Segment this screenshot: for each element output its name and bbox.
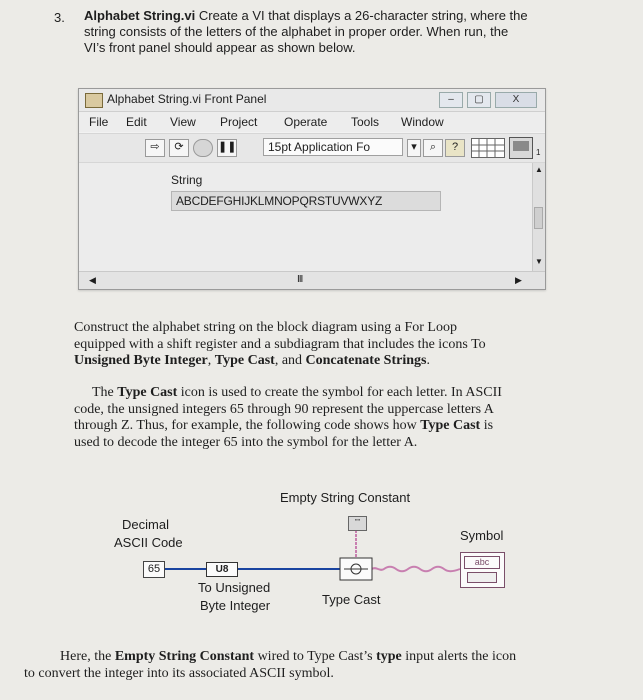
summary-a: Here, the — [60, 649, 115, 664]
scroll-right-icon[interactable]: ▶ — [515, 275, 522, 285]
connector-pane-icon — [471, 138, 505, 158]
minimize-button[interactable]: – — [439, 92, 463, 108]
menu-project[interactable]: Project — [220, 115, 258, 129]
menu-tools[interactable]: Tools — [351, 115, 380, 129]
string-indicator[interactable]: ABCDEFGHIJKLMNOPQRSTUVWXYZ — [171, 191, 441, 211]
term-type-cast: Type Cast — [117, 385, 178, 400]
term-type-cast: Type Cast — [214, 353, 275, 368]
term-type-cast: Type Cast — [420, 418, 481, 433]
front-panel-area — [79, 163, 533, 271]
ascii-code-label: ASCII Code — [114, 535, 183, 550]
to-unsigned-label: To Unsigned — [198, 580, 271, 595]
menu-file[interactable]: File — [89, 115, 109, 129]
type-cast-label: Type Cast — [322, 592, 381, 607]
menu-view[interactable]: View — [170, 115, 196, 129]
scroll-thumb[interactable] — [534, 207, 543, 229]
sep: , and — [274, 353, 306, 368]
run-count: 1 — [536, 148, 541, 157]
run-arrow-icon[interactable]: ⇨ — [145, 139, 165, 157]
summary-c: input alerts the icon — [401, 649, 517, 664]
sep: , — [207, 353, 215, 368]
font-dropdown-icon[interactable]: ▾ — [407, 139, 421, 157]
toolbar — [79, 133, 545, 163]
vi-name: Alphabet String.vi — [84, 8, 196, 23]
para1-line-1: Construct the alphabet string on the block diagram using a For Loop — [74, 320, 457, 335]
labview-app-icon — [85, 93, 103, 108]
problem-number: 3. — [54, 10, 65, 25]
run-continuously-icon[interactable]: ⟳ — [169, 139, 189, 157]
term-concatenate: Concatenate Strings — [305, 353, 427, 368]
summary-line-2: to convert the integer into its associated ASCII symbol. — [24, 666, 334, 681]
numeric-constant: 65 — [143, 561, 165, 578]
para2-line3-b: is — [480, 418, 494, 433]
type-cast-icon — [340, 558, 372, 580]
empty-string-constant-icon: "" — [348, 516, 367, 531]
scroll-grip[interactable]: III — [297, 274, 303, 285]
help-icon[interactable]: ? — [445, 139, 465, 157]
string-indicator-label: String — [171, 173, 203, 187]
horizontal-scrollbar[interactable] — [79, 271, 545, 289]
window-titlebar — [79, 89, 545, 112]
scroll-down-icon[interactable]: ▼ — [535, 257, 543, 266]
para2-line3-a: through Z. Thus, for example, the following code shows how — [74, 418, 421, 433]
byte-integer-label: Byte Integer — [200, 598, 271, 613]
para2-line1-a: The — [92, 385, 118, 400]
problem-line-3: VI’s front panel should appear as shown below. — [84, 40, 356, 55]
menu-operate[interactable]: Operate — [284, 115, 328, 129]
string-indicator-icon: abc — [464, 556, 500, 569]
vi-icon — [509, 137, 533, 159]
problem-line-1: Create a VI that displays a 26-character string, where the — [195, 8, 528, 23]
symbol-label: Symbol — [460, 528, 504, 543]
pause-icon[interactable]: ❚❚ — [217, 139, 237, 157]
para2-line-4: used to decode the integer 65 into the symbol for the letter A. — [74, 434, 418, 450]
para2-line-2: code, the unsigned integers 65 through 90 represent the uppercase letters A — [74, 401, 494, 417]
term-empty-string-constant: Empty String Constant — [114, 649, 255, 664]
term-type: type — [376, 649, 402, 664]
para1-line-2: equipped with a shift register and a subdiagram that includes the icons To — [74, 336, 486, 352]
para2-line1-b: icon is used to create the symbol for each letter. In ASCII — [177, 385, 502, 400]
search-icon[interactable]: ⌕ — [423, 139, 443, 157]
front-panel-window — [78, 88, 546, 290]
scroll-left-icon[interactable]: ◀ — [89, 275, 96, 285]
vertical-scrollbar[interactable] — [532, 163, 545, 271]
summary-text — [24, 648, 639, 682]
menu-window[interactable]: Window — [401, 115, 444, 129]
menu-edit[interactable]: Edit — [126, 115, 147, 129]
type-cast-diagram — [100, 490, 560, 630]
font-selector[interactable]: 15pt Application Fo — [263, 138, 403, 156]
window-title: Alphabet String.vi Front Panel — [107, 92, 267, 106]
to-unsigned-byte-icon: U8 — [206, 562, 238, 577]
abort-icon[interactable] — [193, 139, 213, 157]
close-button[interactable]: X — [495, 92, 537, 108]
summary-b: wired to Type Cast’s — [254, 649, 377, 664]
scroll-up-icon[interactable]: ▲ — [535, 165, 543, 174]
sep: . — [426, 353, 430, 368]
symbol-indicator — [460, 552, 505, 588]
paragraph-type-cast — [74, 385, 639, 451]
maximize-button[interactable]: ▢ — [467, 92, 491, 108]
decimal-label: Decimal — [122, 517, 169, 532]
indicator-box-icon — [467, 572, 497, 583]
problem-line-2: string consists of the letters of the alphabet in proper order. When run, the — [84, 24, 509, 39]
paragraph-construct — [74, 320, 634, 370]
menu-bar — [79, 112, 545, 132]
term-unsigned-byte: Unsigned Byte Integer — [74, 353, 208, 368]
empty-string-constant-label: Empty String Constant — [280, 490, 411, 505]
